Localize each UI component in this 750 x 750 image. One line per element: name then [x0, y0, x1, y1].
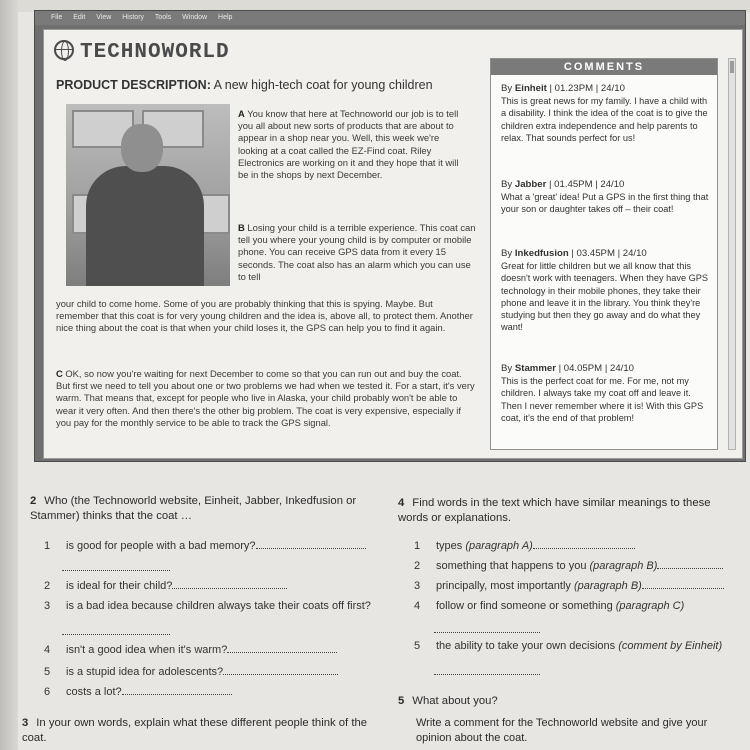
- menu-edit[interactable]: Edit: [73, 14, 86, 21]
- paragraph-b-continued: your child to come home. Some of you are probably thinking that this is spying. Maybe. But remember that this coat is for very young children and the idea is, above all, to protect them. Another nice thing about the coat is that when your child loses it, the GPS can help you to find it again.: [56, 298, 473, 334]
- ex2-item: 3 is a bad idea because children always take their coats off first?: [44, 600, 371, 612]
- exercise-5-prompt: Write a comment for the Technoworld website and give your opinion about the coat.: [416, 717, 708, 744]
- product-label: PRODUCT DESCRIPTION:: [56, 78, 211, 92]
- comment-text: What a 'great' idea! Put a GPS in the first thing that your son or daughter takes off – their coat!: [501, 192, 709, 215]
- menu-help[interactable]: Help: [218, 14, 233, 21]
- comment: [501, 248, 711, 333]
- paragraph-c: C OK, so now you're waiting for next December to come so that you can run out and buy the coat. But first we need to tell you about one or two problems we had when we tested it. For a start, it's very warm. That means that, except for people who live in Alaska, your child probably won't be able to wear it very often. And then there's the other big problem. The coat is very expensive, especially if you pay for the monthly service to be able to track the GPS signal.: [56, 368, 475, 428]
- answer-blank[interactable]: [642, 580, 724, 589]
- answer-blank[interactable]: [172, 580, 287, 589]
- comment-meta: By Inkedfusion | 03.45PM | 24/10: [501, 248, 647, 259]
- comment-text: This is the perfect coat for me. For me, not my children. I always take my coat off and leave it. Then I never remember where it is! With this GPS coat, it's the end of that problem!: [501, 376, 704, 423]
- exercise-2-prompt: 2 Who (the Technoworld website, Einheit, Jabber, Inkedfusion or Stammer) thinks that the coat …: [30, 495, 357, 522]
- ex4-item: 2 something that happens to you (paragraph B): [414, 560, 723, 572]
- child-head: [121, 124, 163, 172]
- answer-blank[interactable]: [122, 686, 232, 695]
- ex4-item: 3 principally, most importantly (paragraph B): [414, 580, 724, 592]
- webpage-content: [43, 29, 743, 459]
- ex4-item: 1 types (paragraph A): [414, 540, 635, 552]
- comments-panel: [490, 58, 718, 450]
- ex2-item: 5 is a stupid idea for adolescents?: [44, 666, 338, 678]
- menu-tools[interactable]: Tools: [154, 14, 172, 21]
- answer-line[interactable]: [62, 570, 170, 571]
- menu-view[interactable]: View: [96, 14, 112, 21]
- comment-author[interactable]: Einheit: [514, 83, 547, 94]
- comment: [501, 83, 711, 144]
- comment-author[interactable]: Inkedfusion: [514, 248, 569, 259]
- ex4-item: 5 the ability to take your own decisions (comment by Einheit): [414, 640, 723, 652]
- answer-blank[interactable]: [227, 644, 337, 653]
- browser-window: [34, 10, 746, 462]
- comment-text: This is great news for my family. I have a child with a disability. I think the idea of the coat is to give the children extra independence and help parents to relax. That sounds perfect for us!: [501, 96, 708, 143]
- comment-author[interactable]: Stammer: [514, 363, 556, 374]
- exercise-3-prompt: 3 In your own words, explain what these different people think of the coat.: [22, 717, 368, 744]
- comment-text: Great for little children but we all know that this doesn't work with teenagers. When they have GPS technology in their mobile phones, they take their phone and leave it in the library. You think they're studying but then they go away and do what they want!: [501, 261, 709, 333]
- exercise-5-title: 5 What about you?: [398, 695, 498, 707]
- comment-meta: By Jabber | 01.45PM | 24/10: [501, 179, 625, 190]
- child-coat: [86, 166, 204, 286]
- answer-blank[interactable]: [657, 560, 723, 569]
- scrollbar[interactable]: [728, 58, 736, 450]
- menu-bar: [35, 11, 745, 25]
- menu-file[interactable]: File: [51, 14, 63, 21]
- answer-blank[interactable]: [223, 666, 338, 675]
- menu-history[interactable]: History: [122, 14, 145, 21]
- globe-icon: [54, 40, 74, 60]
- answer-line[interactable]: [434, 632, 540, 633]
- comment: [501, 363, 711, 424]
- comment: [501, 179, 711, 216]
- ex4-item: 4 follow or find someone or something (paragraph C): [414, 600, 685, 612]
- exercise-4-prompt: 4 Find words in the text which have similar meanings to these words or explanations.: [398, 497, 711, 524]
- logo-text: TECHNOWORLD: [80, 41, 230, 64]
- comments-heading: COMMENTS: [491, 59, 717, 75]
- product-title-text: A new high-tech coat for young children: [210, 78, 433, 92]
- comment-meta: By Einheit | 01.23PM | 24/10: [501, 83, 625, 94]
- page-edge: [0, 0, 18, 750]
- product-photo: [66, 104, 230, 286]
- paragraph-a: A You know that here at Technoworld our job is to tell you all about new sorts of products that are about to appear in a shop near you. Well, this week we're looking at a coat called the EZ-Find coat. Riley Electronics are working on it and they hope that it will be in the shops by next December.: [238, 108, 459, 181]
- answer-line[interactable]: [434, 674, 540, 675]
- comment-author[interactable]: Jabber: [514, 179, 547, 190]
- answer-blank[interactable]: [533, 540, 635, 549]
- ex2-item: 6 costs a lot?: [44, 686, 232, 698]
- comment-meta: By Stammer | 04.05PM | 24/10: [501, 363, 634, 374]
- site-logo[interactable]: [54, 40, 230, 64]
- answer-blank[interactable]: [256, 540, 366, 549]
- menu-window[interactable]: Window: [182, 14, 208, 21]
- ex2-item: 1 is good for people with a bad memory?: [44, 540, 366, 552]
- scrollbar-thumb[interactable]: [730, 61, 734, 73]
- paragraph-b: B Losing your child is a terrible experience. This coat can tell you where your young child is by computer or mobile phone. You can receive GPS data from it every 15 seconds. The coat also has an alarm which you can use to tell: [238, 222, 476, 282]
- answer-line[interactable]: [62, 634, 170, 635]
- ex2-item: 2 is ideal for their child?: [44, 580, 287, 592]
- product-title: [56, 78, 433, 92]
- ex2-item: 4 isn't a good idea when it's warm?: [44, 644, 337, 656]
